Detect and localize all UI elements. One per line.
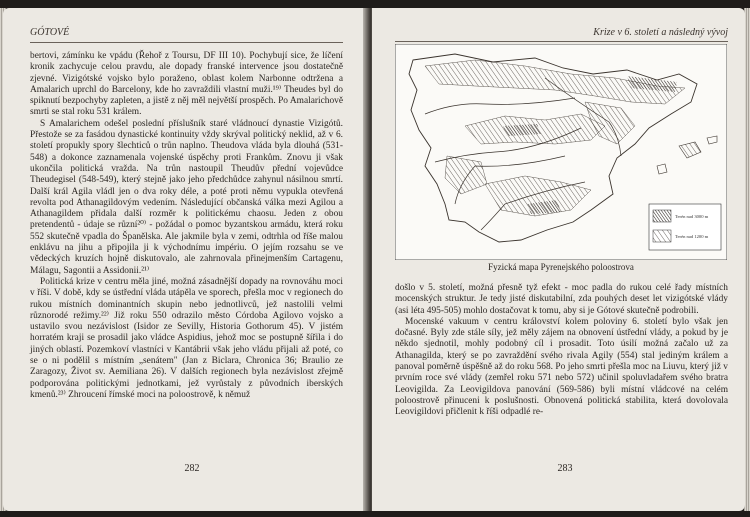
legend-swatch-1200 <box>653 230 671 242</box>
island-ibiza <box>657 164 667 174</box>
left-text-block <box>30 51 343 401</box>
central-peaks <box>503 124 541 136</box>
legend-label-1200: Terén nad 1200 m <box>675 234 709 239</box>
left-paragraph-3: Politická krize v centru měla jiné, možná zásadnější dopady na rovnováhu moci v říši. V době, kdy se ústřední vláda utápěla ve sporech, přešla moc v regionech do rukou místních dominantních skupin nebo jednotlivců, jež nastolili velmi různorodé režimy.²²⁾ Již roku 550 odrazilo město Córdoba Agilovo vojsko a ustavilo svou nezávislost (Isidor ze Sevilly, Historia Gothorum 45). V jistém horratém kraji se prosadil jako vládce Aspidius, jehož moc se postupně šířila i do jiných oblastí. Pozemkoví vlastníci v Kantábrii však jeho vládu přijali až poté, co se o ni podělil s místním „senátem" (Jan z Biclara, Chronica 36; Braulio ze Zaragozy, Život sv. Aemiliana 26). V dalších regionech byla nezávislost zřejmě podporována politickými jednotkami, jež vyrůstaly z původních iberských kmenů.²³⁾ Zhroucení římské moci na poloostrově, k němuž <box>30 276 343 400</box>
legend-swatch-3000 <box>653 210 671 222</box>
legend-label-3000: Terén nad 3000 m <box>675 214 709 219</box>
right-paragraph-2: Mocenské vakuum v centru království kolem poloviny 6. století bylo však jen dočasné. Byly zde stále síly, jež měly zájem na obnovení ústřední vlády, a pokud by je někdo sjednotil, mohly podobný cíl i prosadit. Toto úsilí možná začalo už za Athanagilda, který se po zavraždění svého rivala Agily (554) stal jediným králem a panoval poměrně úspěšně až do roku 568. Po jeho smrti přešla moc na Liuvu, který již v prvním roce své vlády (zemřel roku 571 nebo 572) učinil spoluvladařem svého bratra Leovigilda. Za Leovigildova panování (569-586) byli místní vládcové na celém poloostrově přinuceni k poslušnosti. Obnovená politická stabilita, která dovolovala Leovigildovi přičlenit k říši odpadlé re- <box>395 316 728 418</box>
iberian-peninsula-map <box>395 44 727 260</box>
map-caption: Fyzická mapa Pyrenejského poloostrova <box>488 262 634 272</box>
left-paragraph-1: bertovi, zámínku ke vpádu (Řehoř z Toursu, DF III 10). Pochybují sice, že líčení kronik zachycuje celou pravdu, ale dopady franské intervence jsou dostatečně zjevné. Vizigótské vojsko bylo poraženo, oblast kolem Narbonne odtržena a Amalarich uprchl do Barcelony, kde ho zavraždili vlastní muži.¹⁹⁾ Theudes byl do spiknutí bezpochyby zapleten, a jistě z něj měl největší prospěch. Po Amalarichově smrti se stal roku 531 králem. <box>30 51 343 118</box>
left-header-rule <box>30 42 343 43</box>
right-running-head: Krize v 6. století a následný vývoj <box>593 27 728 38</box>
left-running-head: GÓTOVÉ <box>30 27 70 38</box>
right-page-number: 283 <box>557 463 573 474</box>
right-header-rule <box>395 41 728 42</box>
right-text-block <box>395 283 728 419</box>
left-page-number: 282 <box>184 463 200 474</box>
right-paragraph-1: došlo v 5. století, možná přesně tyž efekt - moc padla do rukou celé řady místních mocenských struktur. Je tedy jisté diskutabilní, zda pouhých deset let vizigótské vlády (asi léta 495-505) mohlo dostačovat k tomu, aby si je Gótové skutečně podrobili. <box>395 283 728 316</box>
left-paragraph-2: S Amalarichem odešel poslední příslušník staré vládnoucí dynastie Vizigótů. Přestože se za fasádou dynastické kontinuity vždy skrýval politický neklid, až v 6. století propukly spory šlechticů o trůn naplno. Theudova vláda byla dlouhá (531-548) a dokonce zaznamenala vojenské úspěchy proti Frankům. Znovu ji však ukončila politická vražda. Na trůn nastoupil Theudův přední vojevůdce Theudegisel (548-549), který stejně jako jeho předchůdce zahynul násilnou smrtí. Další král Agila vládl jen o dva roky déle, a poté proti němu vypukla otevřená revolta pod Athanagildovým vedením. Následující občanská válka mezi Agilou a Athanagildem přidala další rozměr k politickému chaosu. Jeden z obou pretendentů - údaje se různí²⁰⁾ - požádal o pomoc byzantskou armádu, která roku 552 skutečně vpadla do Španělska. Ale jakmile byla v zemi, odtrhla od říše malou enklávu na jihu a připojila ji k východnímu impériu. O jejím rozsahu se ve vědeckých kruzích hojně diskutovalo, ale zahrnovala přinejmenším Cartagenu, Málagu, Sagontii a Assidonii.²¹⁾ <box>30 118 343 276</box>
